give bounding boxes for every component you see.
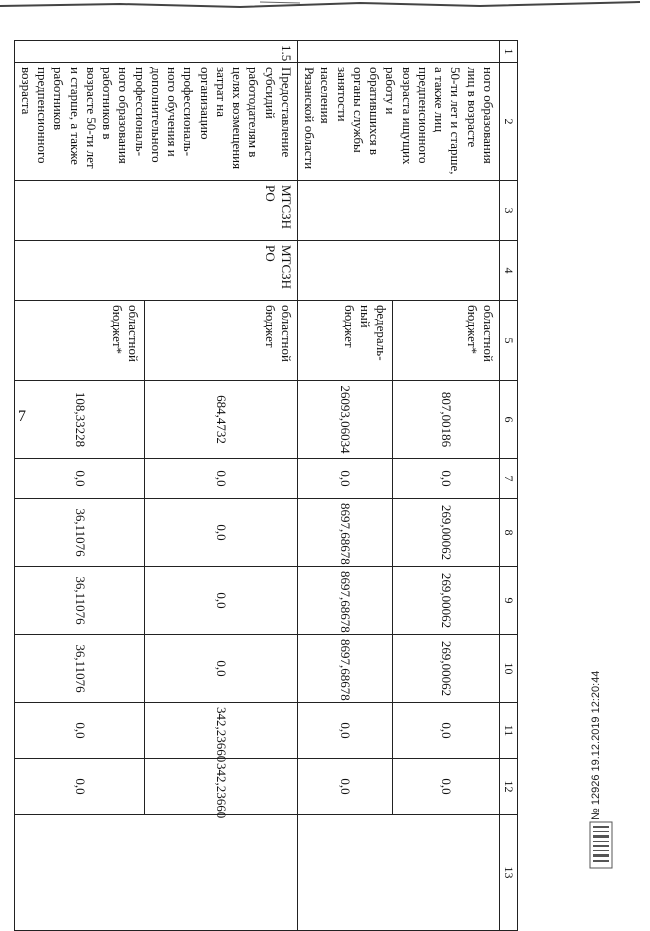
executor-cell: МТСЗН РО — [14, 181, 297, 241]
year-value: 0,0 — [393, 759, 500, 815]
col-header: 4 — [500, 241, 518, 301]
page-number: 7 — [18, 408, 26, 425]
year-value: 8697,68678 — [298, 567, 393, 635]
col-header: 9 — [500, 567, 518, 635]
year-value: 8697,68678 — [298, 635, 393, 703]
funding-source: областной бюджет* — [14, 301, 144, 381]
year-value: 0,0 — [393, 703, 500, 759]
document-footer — [590, 520, 650, 820]
notes-cell — [298, 815, 500, 931]
coexecutor-cell — [298, 241, 500, 301]
year-value: 0,0 — [14, 703, 144, 759]
year-value: 0,0 — [145, 459, 298, 499]
year-value: 0,0 — [298, 703, 393, 759]
scan-edge-mark — [0, 0, 640, 10]
barcode-stamp-icon — [588, 820, 614, 870]
year-value: 0,0 — [14, 459, 144, 499]
table-header-row — [500, 41, 518, 931]
total-value: 807,00186 — [393, 381, 500, 459]
col-header: 7 — [500, 459, 518, 499]
col-header: 13 — [500, 815, 518, 931]
year-value: 36,11076 — [14, 635, 144, 703]
col-header: 1 — [500, 41, 518, 63]
col-header: 8 — [500, 499, 518, 567]
item-number — [298, 41, 500, 63]
year-value: 0,0 — [145, 635, 298, 703]
total-value: 108,33228 — [14, 381, 144, 459]
document-table-area — [19, 40, 518, 879]
table-row — [145, 41, 298, 931]
coexecutor-cell: МТСЗН РО — [14, 241, 297, 301]
item-description: Предоставление субсидий работодателям в целях возмещения затрат на организацию профессиональ- ного обучения и дополнительного профессиональ- ного образования работников в возрасте 50-ти лет и старше, а также работников предпенсионного возраста — [14, 63, 297, 181]
total-value: 26093,06034 — [298, 381, 393, 459]
year-value: 269,00062 — [393, 499, 500, 567]
year-value: 269,00062 — [393, 567, 500, 635]
year-value: 342,23660 — [145, 703, 298, 759]
col-header: 10 — [500, 635, 518, 703]
total-value: 684,4732 — [145, 381, 298, 459]
col-header: 5 — [500, 301, 518, 381]
year-value: 36,11076 — [14, 499, 144, 567]
year-value: 36,11076 — [14, 567, 144, 635]
col-header: 12 — [500, 759, 518, 815]
table-row — [393, 41, 500, 931]
notes-cell — [14, 815, 297, 931]
col-header: 11 — [500, 703, 518, 759]
year-value: 8697,68678 — [298, 499, 393, 567]
year-value: 0,0 — [393, 459, 500, 499]
funding-source: федераль- ный бюджет — [298, 301, 393, 381]
year-value: 269,00062 — [393, 635, 500, 703]
year-value: 0,0 — [145, 567, 298, 635]
registration-stamp-text: № 12926 19.12.2019 12:20:44 — [590, 670, 602, 820]
col-header: 6 — [500, 381, 518, 459]
program-table — [14, 40, 518, 931]
executor-cell — [298, 181, 500, 241]
year-value: 342,23660 — [145, 759, 298, 815]
year-value: 0,0 — [298, 759, 393, 815]
funding-source: областной бюджет* — [393, 301, 500, 381]
year-value: 0,0 — [14, 759, 144, 815]
col-header: 2 — [500, 63, 518, 181]
item-description: ного образования лиц в возрасте 50-ти лет и старше, а также лиц предпенсионного возраста ищущих работу и обратившихся в органы службы занятости населения Рязанской области — [298, 63, 500, 181]
funding-source: областной бюджет — [145, 301, 298, 381]
item-number: 1.5 — [14, 41, 297, 63]
year-value: 0,0 — [298, 459, 393, 499]
col-header: 3 — [500, 181, 518, 241]
year-value: 0,0 — [145, 499, 298, 567]
